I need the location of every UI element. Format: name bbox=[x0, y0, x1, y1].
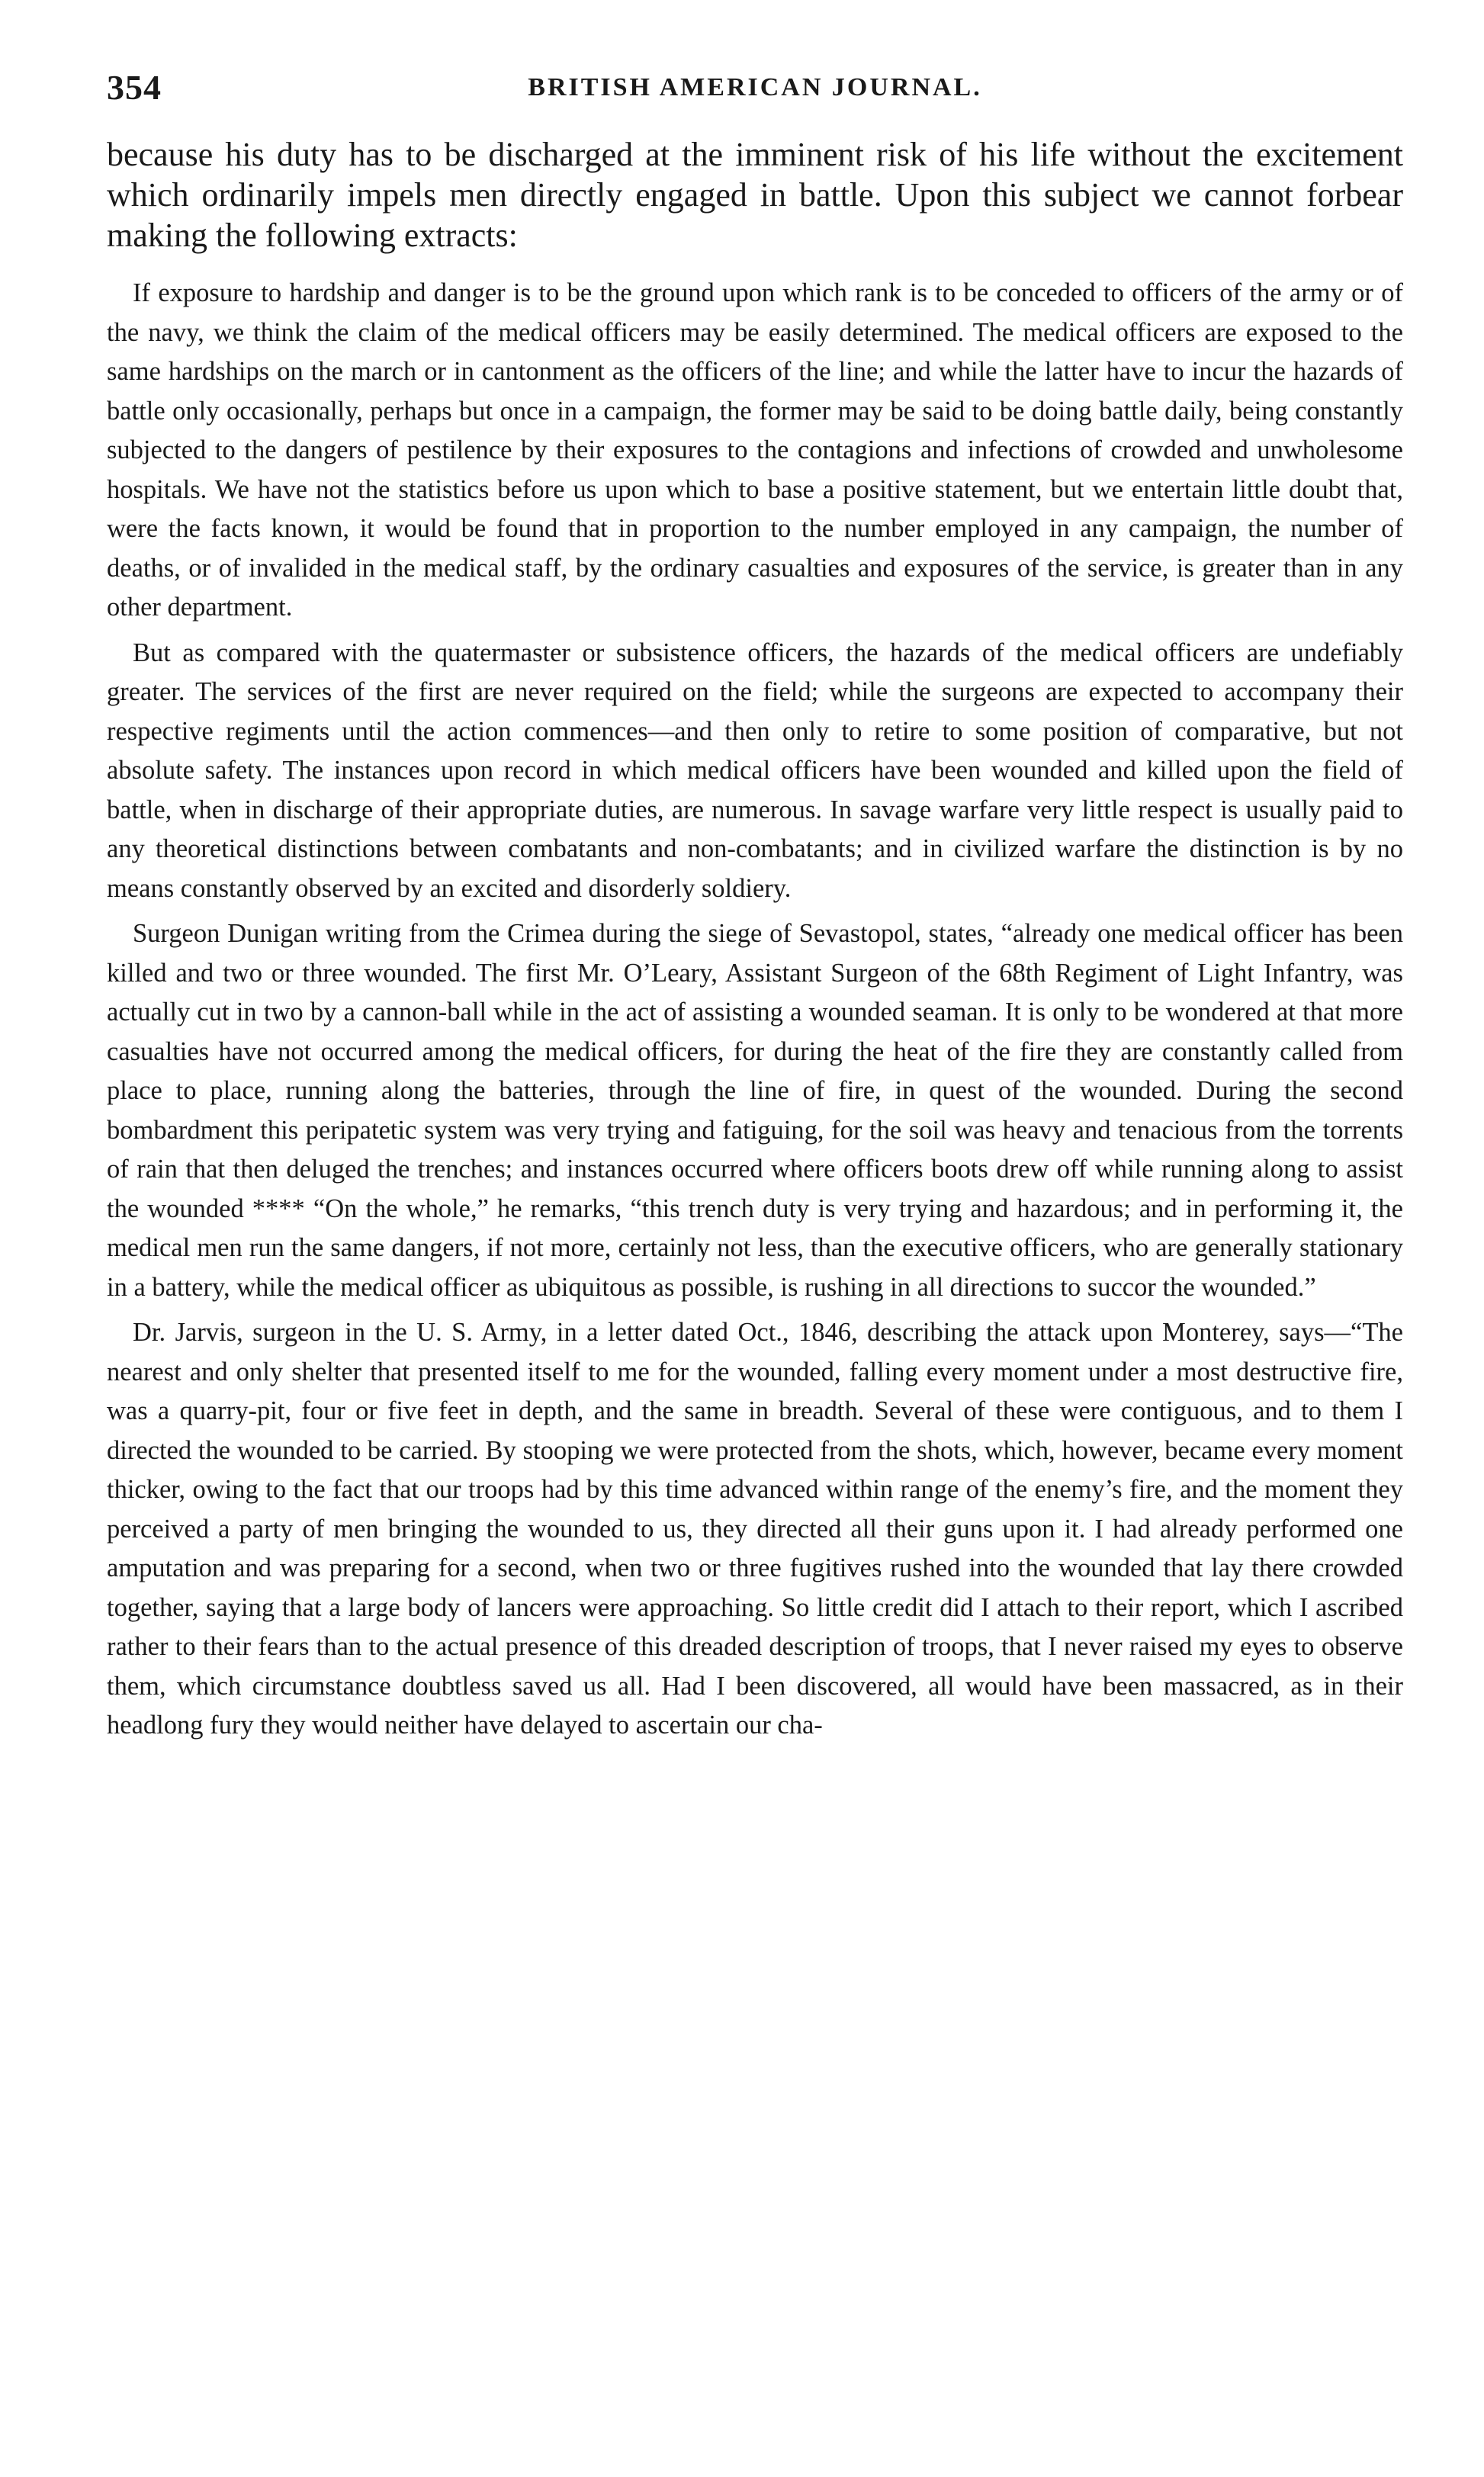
running-head bbox=[107, 67, 1403, 120]
extract-paragraph-dunigan: Surgeon Dunigan writing from the Crimea during the siege of Sevastopol, states, “already one medical officer has been killed and two or three wounded. The first Mr. O’Leary, Assistant Surgeon of the 68th Regiment of Light Infantry, was actually cut in two by a cannon-ball while in the act of assisting a wounded seaman. It is only to be wondered at that more casualties have not occurred among the medical officers, for during the heat of the fire they are constantly called from place to place, running along the batteries, through the line of fire, in quest of the wounded. During the second bombardment this peripatetic system was very trying and fatiguing, for the soil was heavy and tenacious from the torrents of rain that then deluged the trenches; and instances occurred where officers boots drew off while running along to assist the wounded **** “On the whole,” he remarks, “this trench duty is very trying and hazardous; and in performing it, the medical men run the same dangers, if not more, certainly not less, than the executive officers, who are generally stationary in a battery, while the medical officer as ubiquitous as possible, is rushing in all directions to succor the wounded.” bbox=[107, 919, 1403, 1302]
quoted-extracts bbox=[107, 274, 1403, 1746]
extract-paragraph-rank-claim: If exposure to hardship and danger is to be the ground upon which rank is to be conceded to officers of the army or of the navy, we think the claim of the medical officers may be easily determined. The medical officers are exposed to the same hardships on the march or in cantonment as the officers of the line; and while the latter have to incur the hazards of battle only occasionally, perhaps but once in a campaign, the former may be said to be doing battle daily, being constantly subjected to the dangers of pestilence by their exposures to the contagions and infections of crowded and unwholesome hospitals. We have not the statistics before us upon which to base a positive statement, but we entertain little doubt that, were the facts known, it would be found that in proportion to the number employed in any campaign, the number of deaths, or of invalided in the medical staff, by the ordinary casualties and exposures of the service, is greater than in any other department. bbox=[107, 278, 1403, 622]
page-number: 354 bbox=[107, 68, 162, 107]
journal-title: BRITISH AMERICAN JOURNAL. bbox=[528, 73, 982, 101]
document-page bbox=[107, 67, 1403, 1746]
intro-paragraph: because his duty has to be discharged at the imminent risk of his life without the excitement which ordinarily impels men directly engaged in battle. Upon this subject we cannot forbear making the following extracts: bbox=[107, 136, 1403, 254]
extract-paragraph-hazards: But as compared with the quatermaster or subsistence officers, the hazards of the medical officers are undefiably greater. The services of the first are never required on the field; while the surgeons are expected to accompany their respective regiments until the action commences—and then only to retire to some position of comparative, but not absolute safety. The instances upon record in which medical officers have been wounded and killed upon the field of battle, when in discharge of their appropriate duties, are numerous. In savage warfare very little respect is usually paid to any theoretical distinctions between combatants and non-combatants; and in civilized warfare the distinction is by no means constantly observed by an excited and disorderly soldiery. bbox=[107, 638, 1403, 903]
extract-paragraph-jarvis: Dr. Jarvis, surgeon in the U. S. Army, in a letter dated Oct., 1846, describing the attack upon Monterey, says—“The nearest and only shelter that presented itself to me for the wounded, falling every moment under a most destructive fire, was a quarry-pit, four or five feet in depth, and the same in breadth. Several of these were contiguous, and to them I directed the wounded to be carried. By stooping we were protected from the shots, which, however, became every moment thicker, owing to the fact that our troops had by this time advanced within range of the enemy’s fire, and the moment they perceived a party of men bringing the wounded to us, they directed all their guns upon it. I had already performed one amputation and was preparing for a second, when two or three fugitives rushed into the wounded that lay there crowded together, saying that a large body of lancers were approaching. So little credit did I attach to their report, which I ascribed rather to their fears than to the actual presence of this dreaded description of troops, that I never raised my eyes to observe them, which circumstance doubtless saved us all. Had I been discovered, all would have been massacred, as in their headlong fury they would neither have delayed to ascertain our cha- bbox=[107, 1318, 1403, 1740]
